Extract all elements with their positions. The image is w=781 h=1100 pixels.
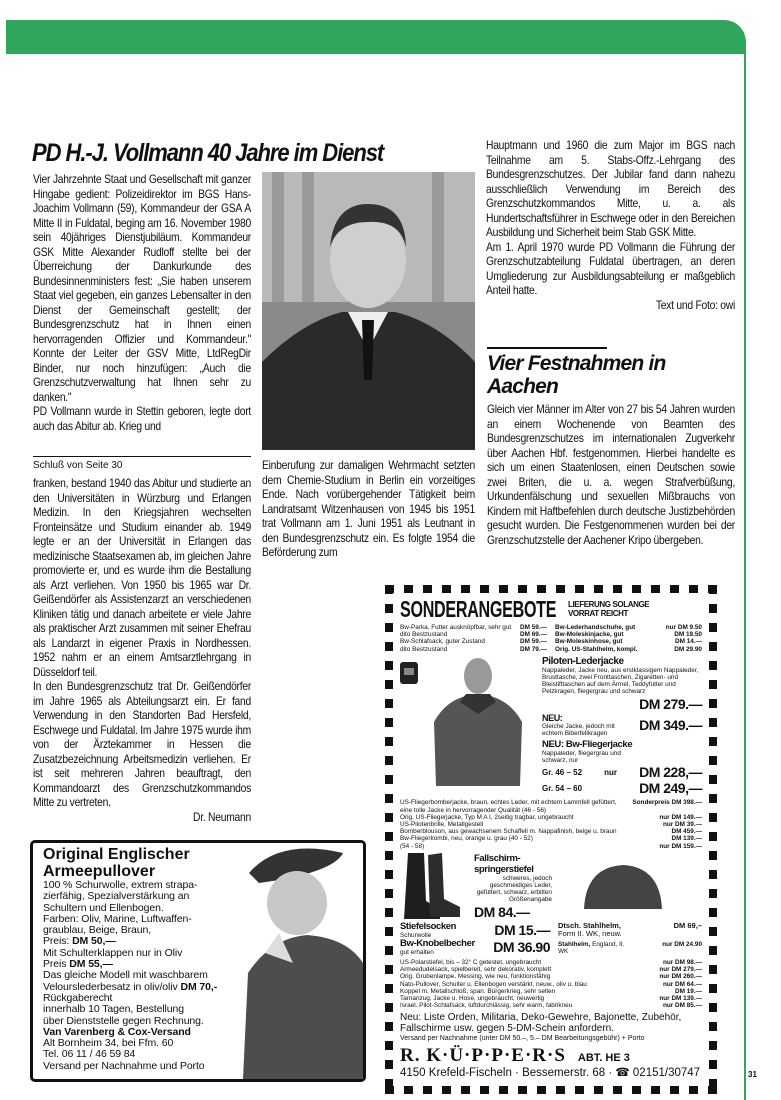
item: US-Fliegerbomberjacke, braun, echtes Leder, mit echtem Lammfell gefüttert, eine tolle Jacke in hervorragender Qualität (46 - 56) <box>400 799 617 814</box>
becher-price: DM 36.90 <box>493 938 550 955</box>
item: Bw-Moleskinjacke, gut <box>555 631 624 639</box>
article-column-2 <box>262 458 475 560</box>
flieger-desc: Nappaleder, fliegergrau und schwarz, nur <box>542 750 621 765</box>
price: DM 228,— <box>639 764 702 781</box>
paragraph: franken, bestand 1940 das Abitur und studierte an den Universitäten in Würzburg und Erlangen Medizin. In den Kriegsjahren wechselten Fronteinsätze und Studium einander ab. 1949 legte er an der Universität in Erlangen das medizinische Staatsexamen ab, im gleichen Jahre promovierte er, und es wurde ihm die Bestallung als Arzt verliehen. Von 1950 bis 1965 war Dr. Geißendörfer als Assistenzarzt an verschiedenen Kliniken tätig und danach arbeitete er viele Jahre als praktischer Arzt zusammen mit seiner Ehefrau als Landarzt in eigener Praxis in Nordhessen. 1952 nahm er an einem Amtsarztlehrgang in Düsseldorf teil. <box>33 476 251 679</box>
small-offers <box>400 922 702 956</box>
piloten-title: Piloten-Lederjacke <box>542 655 624 667</box>
item: US-Pilotenbrille, Metallgestell <box>400 821 484 829</box>
text: Velourslederbesatz in oliv/oliv <box>43 980 181 993</box>
becher-desc: gut erhalten <box>400 948 434 956</box>
piloten-price: DM 279.— <box>639 695 702 712</box>
paragraph: Hauptmann und 1960 die zum Major im BGS nach Teilnahme am 5. Stabs-Offz.-Lehrgang des Bundesgrenzschutzes. Der Jubilar fand dann nahezu ausschließlich Verwendung im Bereich des Grenzschutzkommandos Mitte, u. a. als Hundertschaftsführer in Eschwege oder in den Bereichen Ausbildung und Sicherheit beim Stab GSK Mitte. <box>486 138 735 239</box>
price: nur DM 85.— <box>662 1002 702 1010</box>
price: DM 69.— <box>520 631 547 639</box>
label: Stahlhelm, <box>558 940 591 948</box>
price: nur DM 149.— <box>659 813 702 821</box>
paragraph: Einberufung zur damaligen Wehrmacht setzten dem Chemie-Studium in Berlin ein vorzeitiges Ende. Nach vorübergehender Tätigkeit beim Landratsamt Witzenhausen von 1945 bis 1951 trat Vollmann am 1. Juni 1951 als Leutnant in den Bundesgrenzschutz ein. Es folgte 1954 die Beförderung zum <box>262 458 475 559</box>
article-column-1 <box>33 172 251 433</box>
paragraph: Vier Jahrzehnte Staat und Gesellschaft mit ganzer Hingabe gedient: Polizeidirektor im BGS Hans-Joachim Vollmann (59), Kommandeur der GSA A Mitte II in Fuldatal, beging am 16. November 1980 sein 40jähriges Dienstjubiläum. Kommandeur GSK Mitte Alexander Rudloff stellte bei der Überreichung der Dankurkunde des Bundesinnenministers fest: „Sie haben unserem Staat viel gegeben, ein ganzes Lebensalter in den Dienst der Gemeinschaft gestellt; der Bundesgrenzschutz hat in Ihnen einen hervorragenden Offizier und Kommandeur." Konnte der Leiter der GSV Mitte, LtdRegDir Binder, nur noch hinzufügen: „Auch die Grenzschutzverwaltung hat Ihnen sehr zu danken." <box>33 172 251 404</box>
company-name: Van Varenberg & Cox-Versand <box>43 1025 191 1038</box>
ad-line: Schultern und Ellenbogen. <box>43 901 164 914</box>
price: DM 29.90 <box>674 645 702 653</box>
item: Bw-Lederhandschuhe, gut <box>555 624 636 631</box>
boots-offer <box>474 853 552 920</box>
label: Preis <box>43 958 70 971</box>
price: DM 139.— <box>671 835 702 843</box>
price: DM 79.— <box>520 645 547 653</box>
price: nur DM 9.50 <box>665 624 702 631</box>
pullover-ad <box>30 840 366 1082</box>
size: Gr. 46 – 52 <box>542 767 583 777</box>
green-header-band <box>6 20 746 54</box>
article-headline: PD H.-J. Vollmann 40 Jahre im Dienst <box>32 139 384 167</box>
socks-offer <box>400 922 550 939</box>
article-column-3 <box>486 138 735 312</box>
neu-title: NEU: <box>542 712 563 723</box>
price: DM 19.— <box>675 987 702 995</box>
desc: Form II. WK, neuw. <box>558 929 622 939</box>
boots-photo <box>400 853 466 919</box>
piloten-desc: Nappaleder, Jacke neu, aus erstklassigem Nappaleder, Brusttasche, zwei Fronttaschen, Zigaretten- und Bleistifttaschen auf dem Ärmel, Teddyfutter und Pelzkragen, fliegergrau und schwarz <box>542 666 699 696</box>
paragraph: Gleich vier Männer im Alter von 27 bis 54 Jahren wurden an einem Wochenende von Beamten des Bundesgrenzschutzes im internationalen Zugverkehr über Aachen Hbf. festgenommen. Hierbei handelte es sich um einen Staatenlosen, einen Deutschen sowie zwei Briten, die u. a. wegen Strafverbüßung, Urkundenfälschung und sexuellen Mißbrauchs von Kindern mit Haftbefehlen durch deutsche Justizbehörden gesucht wurden. Die Festgenommenen wurden bei der Grenzschutzstelle der Aachener Kripo übergeben. <box>487 402 735 547</box>
item: Tarnanzug, Jacke u. Hose, ungebraucht, neuwertig <box>400 995 545 1003</box>
continued-note: Schluß von Seite 30 <box>33 460 123 471</box>
ad-line: Rückgaberecht <box>43 991 113 1004</box>
price: nur DM 139.— <box>659 995 702 1003</box>
ad-line: Versand per Nachnahme und Porto <box>43 1059 205 1072</box>
ad-top-right-list <box>555 624 702 653</box>
green-margin-line <box>734 40 746 1100</box>
price: Sonderpreis DM 398.— <box>632 799 702 807</box>
neu-desc: Gleiche Jacke, jedoch mit echtem Biberfellkragen <box>542 722 615 737</box>
desc: England, II. WK <box>558 940 625 955</box>
price: DM 50,— <box>72 935 116 948</box>
author: Dr. Neumann <box>193 809 251 824</box>
boots-desc: schweres, jedoch geschmeidiges Leder, gefüttert, schwarz, erbitten Größenangabe <box>476 874 552 904</box>
neu-offer <box>542 713 702 737</box>
price: nur DM 39.— <box>662 821 702 829</box>
jacket-visuals <box>400 656 536 797</box>
ad-line: Alt Bornheim 34, bei Ffm. 60 <box>43 1037 174 1050</box>
price: nur DM 260.— <box>659 973 702 981</box>
price: DM 249,— <box>639 780 702 797</box>
ad-line: Das gleiche Modell mit waschbarem <box>43 969 208 982</box>
item: Bw-Parka, Futter ausknöpfbar, sehr gut <box>400 624 512 631</box>
ad-line: Tel. 06 11 / 46 59 84 <box>43 1048 136 1061</box>
ad-line: Mit Schulterklappen nur in Oliv <box>43 946 183 959</box>
helm1-offer <box>558 922 702 939</box>
ad-title: SONDERANGEBOTE <box>400 596 557 622</box>
ad-subtitle <box>568 600 649 618</box>
pullover-ad-text <box>43 846 217 1072</box>
ad-line: graublau, Beige, Braun, <box>43 924 152 937</box>
paragraph: Am 1. April 1970 wurde PD Vollmann die Führung der Grenzschutzabteilung Fuldatal übertragen, an deren Umgliederung zur Ausbildungsabteilung er maßgeblich Anteil hatte. <box>486 239 735 297</box>
jacket-offers <box>542 656 702 797</box>
item: Armeedudelsack, spielbereit, sehr dekorativ, komplett <box>400 966 552 974</box>
size: Gr. 54 – 60 <box>542 783 583 793</box>
pullover-model-photo <box>243 843 363 1079</box>
item: dito Bestzustand <box>400 631 448 639</box>
ad-header <box>400 598 702 624</box>
helm1-price: DM 69,– <box>673 920 702 930</box>
price: DM 459.— <box>671 828 702 836</box>
shield-logo-icon <box>400 662 418 684</box>
neu-liste: Neu: Liste Orden, Militaria, Deko-Gewehre, Bajonette, Zubehör, Fallschirme usw. gegen 5-DM-Schein anfordern. <box>400 1011 682 1034</box>
item: Bw-Schlafsack, guter Zustand <box>400 638 485 646</box>
helm2-desc <box>558 941 628 955</box>
ad-line: über Dienststelle gegen Rechnung. <box>43 1014 204 1027</box>
ad-line: Farben: Oliv, Marine, Luftwaffen- <box>43 912 192 925</box>
label: nur <box>604 767 617 777</box>
boots-section <box>400 853 702 920</box>
helm2-price: nur DM 24.90 <box>662 940 702 948</box>
neu-text <box>542 713 626 737</box>
price: DM 70,- <box>180 980 218 993</box>
socks-title: Stiefelsocken <box>400 920 457 932</box>
company-address: 4150 Krefeld-Fischeln · Bessemerstr. 68 · ☎ 02151/30747 <box>400 1066 701 1079</box>
boots-price: DM 84.— <box>474 903 530 920</box>
socks-price: DM 15.— <box>494 921 550 938</box>
paragraph: PD Vollmann wurde in Stettin geboren, legte dort auch das Abitur ab. Krieg und <box>33 404 251 433</box>
item: Orig. US-Fliegerjacke, Typ M A I, 2seitig tragbar, ungebraucht <box>400 813 574 821</box>
ad-title-line: Armeepullover <box>43 863 156 880</box>
photo-credit: Text und Foto: owi <box>655 297 735 312</box>
ad-line: zierfähig, Spezialverstärkung an <box>43 890 190 903</box>
portrait-photo <box>262 172 475 450</box>
ad-line: 100 % Schurwolle, extrem strapa- <box>43 879 198 891</box>
label: Dtsch. Stahlhelm, <box>558 920 621 930</box>
item: (54 - 58) <box>400 842 425 850</box>
versand-note: Versand per Nachnahme (unter DM 50.–, 5.– DM Bearbeitungsgebühr) + Porto <box>400 1034 645 1042</box>
divider <box>33 456 251 457</box>
becher-title: Bw-Knobelbecher <box>400 937 475 949</box>
item: US-Polarstiefel, bis – 32° C getestet, ungebraucht <box>400 959 542 967</box>
price: DM 59.— <box>520 638 547 646</box>
item: Bw-Fliegerkombi, neu, orange u. grau (40 - 52) <box>400 835 533 843</box>
item: dito Bestzustand <box>400 645 448 653</box>
item: Koppel m. Metallschloß, span. Bürgerkrieg, sehr selten <box>400 987 556 995</box>
department: ABT. HE 3 <box>577 1051 630 1064</box>
price: nur DM 279.— <box>659 966 702 974</box>
flieger-title: NEU: Bw-Fliegerjacke <box>542 739 633 751</box>
socks-desc: Schurwolle <box>400 931 432 939</box>
price: DM 19.50 <box>674 631 702 639</box>
small-offers-left <box>400 922 550 956</box>
price: DM 55,— <box>69 958 113 971</box>
neu-price: DM 349.— <box>639 716 702 733</box>
item: Bw-Moleskinhose, gut <box>555 638 623 646</box>
jacket-section <box>400 656 702 797</box>
paragraph: In den Bundesgrenzschutz trat Dr. Geißendörfer im Jahre 1965 als Abteilungsarzt ein. Er fand Verwendung in den Standorten Bad Hersfeld, Eschwege und Fuldatal. Im Jahre 1975 wurde ihm von der Ärztekammer in Hessen die Zusatzbezeichnung Arbeitsmedizin verliehen. Er ist seit mehreren Jahren beauftragt, den Kommandoarzt des Grenzschutzkommandos Mitte zu vertreten. <box>33 679 251 809</box>
helm2-offer <box>558 941 702 955</box>
ad-subtitle-line: LIEFERUNG SOLANGE <box>568 600 650 609</box>
item: Nato-Pullover, Schulter u. Ellenbogen verstärkt, neuw., oliv u. blau <box>400 980 587 988</box>
price: nur DM 64.— <box>662 980 702 988</box>
article-2-body <box>487 402 735 547</box>
article-headline-2: Vier Festnahmen in Aachen <box>487 352 666 398</box>
price: DM 59.— <box>520 624 547 631</box>
bottom-list <box>400 959 702 1009</box>
small-offers-right <box>558 922 702 956</box>
item: Orig. Grubenlampe, Messing, wie neu, funktionsfähig <box>400 973 551 981</box>
company-row <box>400 1045 702 1066</box>
flieger-sizes <box>542 764 702 796</box>
ad-title-line: Original Englischer <box>43 846 190 863</box>
ad-top-lists <box>400 624 702 653</box>
kuppers-ad <box>385 585 717 1094</box>
ad-subtitle-line: VORRAT REICHT <box>568 609 628 618</box>
price: nur DM 98.— <box>662 959 702 967</box>
item: Bomberblouson, aus gewachsenem Schaffell m. Nappafinish, beige u. braun <box>400 828 617 836</box>
company-logo: R. K·Ü·P·P·E·R·S <box>400 1044 566 1066</box>
item: Israel. Pilot-Schlafsack, luftdurchlässig, sehr warm, fabrikneu <box>400 1002 573 1010</box>
helm1-desc <box>558 922 636 939</box>
divider <box>487 347 607 349</box>
ad-line: innerhalb 10 Tagen, Bestellung <box>43 1003 185 1016</box>
boots-title: Fallschirm-springerstiefel <box>474 852 534 875</box>
helmet-photo <box>580 861 666 916</box>
page-number: 31 <box>748 1070 757 1079</box>
price: nur DM 159.— <box>659 842 702 850</box>
mid-list <box>400 799 702 849</box>
ad-top-left-list <box>400 624 547 653</box>
label: Preis: <box>43 935 73 948</box>
becher-offer <box>400 939 550 956</box>
ad-title <box>43 846 217 880</box>
jacket-model-photo <box>426 656 532 786</box>
article-3-body <box>33 476 251 824</box>
price: DM 14.— <box>675 638 702 646</box>
item: Orig. US-Stahlhelm, kompl. <box>555 645 638 653</box>
